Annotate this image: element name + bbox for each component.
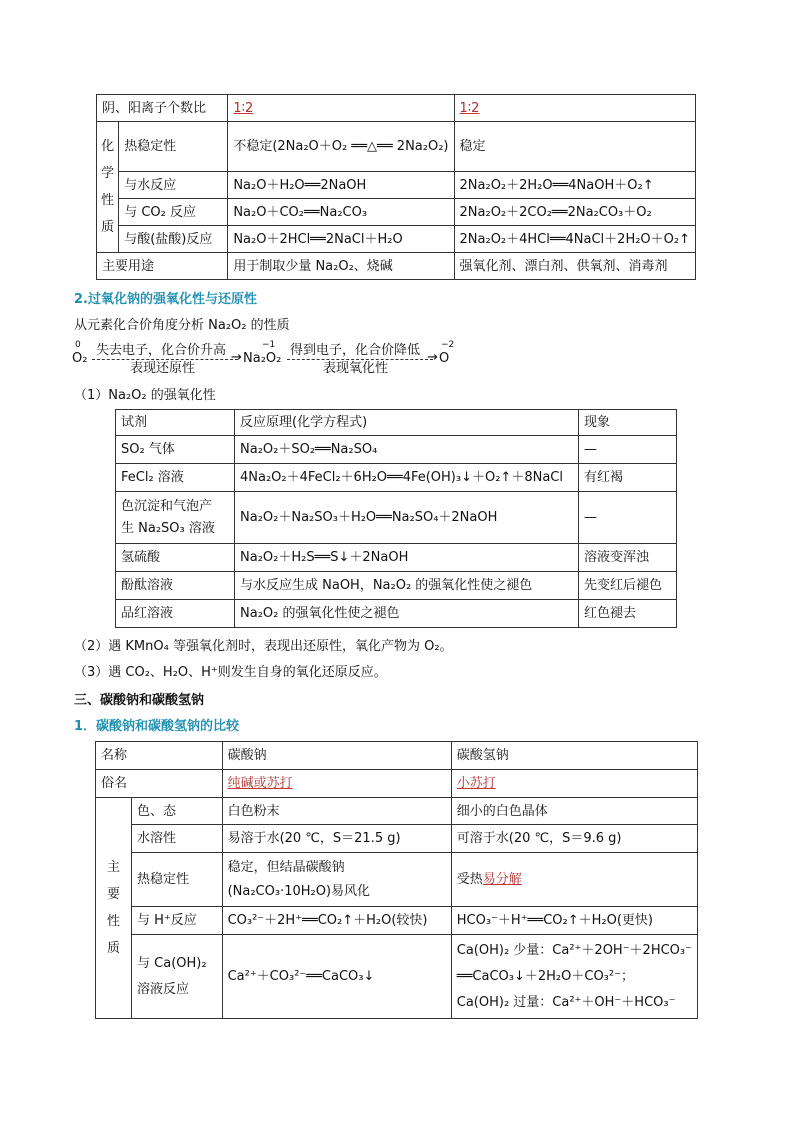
- phenomenon: 先变红后褪色: [579, 572, 677, 600]
- caoh2-nahco3: [451, 935, 697, 1019]
- section3-subheading: 1．碳酸钠和碳酸氢钠的比较: [74, 719, 240, 734]
- color-label: 色、态: [132, 798, 223, 825]
- reaction: Na₂O₂＋SO₂══Na₂SO₄: [235, 436, 579, 464]
- row-na2o: Na₂O＋H₂O══2NaOH: [228, 172, 454, 199]
- reagent-line: 色沉淀和气泡产: [121, 498, 213, 514]
- section2-sub2: （2）遇 KMnO₄ 等强氧化剂时，表现出还原性，氧化产物为 O₂。: [74, 639, 453, 654]
- right-valence: −2: [441, 340, 455, 350]
- caoh2-line: Ca(OH)₂ 过量：Ca²⁺＋OH⁻＋HCO₃⁻: [456, 994, 676, 1010]
- solubility-nahco3: 可溶于水(20 ℃，S＝9.6 g): [451, 825, 697, 853]
- chem-prop-char: 性: [101, 193, 115, 208]
- reagent: 氢硫酸: [116, 544, 235, 572]
- row-label: 与酸(盐酸)反应: [119, 226, 228, 253]
- row-na2o2: 稳定: [454, 122, 695, 172]
- color-nahco3: 细小的白色晶体: [451, 798, 697, 825]
- row-label: 热稳定性: [119, 122, 228, 172]
- heat-nahco3: [451, 853, 697, 907]
- main-prop-label: [96, 798, 132, 1019]
- caoh2-na2co3: Ca²⁺＋CO₃²⁻══CaCO₃↓: [222, 935, 451, 1019]
- row-na2o2: 2Na₂O₂＋2H₂O══4NaOH＋O₂↑: [454, 172, 695, 199]
- reagent: SO₂ 气体: [116, 436, 235, 464]
- heat-line: (Na₂CO₃·10H₂O)易风化: [227, 883, 371, 899]
- na2co3-header: 碳酸钠: [222, 742, 451, 770]
- phenomenon: 溶液变浑浊: [579, 544, 677, 572]
- caoh2-line: Ca(OH)₂ 少量：Ca²⁺＋2OH⁻＋2HCO₃⁻: [456, 942, 692, 958]
- main-prop-char: 性: [107, 914, 121, 929]
- arrow-right-bottom: 表现氧化性: [323, 361, 389, 376]
- section3-heading: 三、碳酸钠和碳酸氢钠: [74, 693, 205, 708]
- caoh2-label-line: 溶液反应: [137, 981, 190, 997]
- reagent: 酚酞溶液: [116, 572, 235, 600]
- phenomenon: 有红褐: [579, 464, 677, 492]
- reagent: 品红溶液: [116, 600, 235, 628]
- heat-label: 热稳定性: [132, 853, 223, 907]
- color-na2co3: 白色粉末: [222, 798, 451, 825]
- caoh2-line: ══CaCO₃↓＋2H₂O＋CO₃²⁻；: [456, 968, 634, 984]
- acid-nahco3: HCO₃⁻＋H⁺══CO₂↑＋H₂O(更快): [451, 907, 697, 935]
- arrow-right-top: 得到电子，化合价降低: [290, 343, 421, 358]
- row-na2o: 不稳定(2Na₂O＋O₂ ══△══ 2Na₂O₂): [228, 122, 454, 172]
- row-na2o: Na₂O＋CO₂══Na₂CO₃: [228, 199, 454, 226]
- col-header-phenomenon: 现象: [579, 410, 677, 436]
- ion-ratio-na2o2: 1∶2: [454, 95, 695, 122]
- col-header-reagent: 试剂: [116, 410, 235, 436]
- arrow-right-head: →: [427, 350, 438, 365]
- reaction: Na₂O₂ 的强氧化性使之褪色: [235, 600, 579, 628]
- reagent-line: 生 Na₂SO₃ 溶液: [121, 520, 215, 536]
- caoh2-label: [132, 935, 223, 1019]
- reagent: FeCl₂ 溶液: [116, 464, 235, 492]
- left-species: O₂: [72, 351, 88, 366]
- arrow-left-head: →: [231, 350, 242, 365]
- heat-prefix: 受热: [456, 872, 483, 887]
- arrow-left-top: 失去电子，化合价升高: [96, 343, 227, 358]
- reaction: 与水反应生成 NaOH，Na₂O₂ 的强氧化性使之褪色: [235, 572, 579, 600]
- nahco3-header: 碳酸氢钠: [451, 742, 697, 770]
- common-na2co3: 纯碱或苏打: [222, 770, 451, 798]
- heat-na2co3: [222, 853, 451, 907]
- chem-prop-label: [97, 122, 119, 253]
- heat-line: 稳定，但结晶碳酸钠: [227, 859, 345, 875]
- section2-sub1: （1）Na₂O₂ 的强氧化性: [74, 388, 216, 403]
- common-name-label: 俗名: [96, 770, 223, 798]
- common-nahco3: 小苏打: [451, 770, 697, 798]
- solubility-label: 水溶性: [132, 825, 223, 853]
- main-prop-char: 主: [107, 860, 121, 875]
- section2-sub3: （3）遇 CO₂、H₂O、H⁺则发生自身的氧化还原反应。: [74, 665, 387, 680]
- mid-species: Na₂O₂: [243, 351, 282, 366]
- caoh2-label-line: 与 Ca(OH)₂: [137, 955, 207, 971]
- phenomenon: —: [579, 492, 677, 544]
- phenomenon: —: [579, 436, 677, 464]
- main-prop-char: 要: [107, 887, 121, 902]
- solubility-na2co3: 易溶于水(20 ℃，S＝21.5 g): [222, 825, 451, 853]
- use-na2o2: 强氧化剂、漂白剂、供氧剂、消毒剂: [454, 253, 695, 280]
- arrow-left-bottom: 表现还原性: [130, 361, 196, 376]
- left-valence: 0: [75, 340, 81, 350]
- row-label: 与水反应: [119, 172, 228, 199]
- chem-prop-char: 质: [101, 220, 115, 235]
- oxidation-table: [115, 409, 677, 628]
- row-na2o: Na₂O＋2HCl══2NaCl＋H₂O: [228, 226, 454, 253]
- row-na2o2: 2Na₂O₂＋2CO₂══2Na₂CO₃＋O₂: [454, 199, 695, 226]
- phenomenon: 红色褪去: [579, 600, 677, 628]
- section2-heading: 2.过氧化钠的强氧化性与还原性: [74, 292, 257, 307]
- col-header-reaction: 反应原理(化学方程式): [235, 410, 579, 436]
- use-na2o: 用于制取少量 Na₂O₂、烧碱: [228, 253, 454, 280]
- use-label: 主要用途: [97, 253, 228, 280]
- name-label: 名称: [96, 742, 223, 770]
- row-label: 与 CO₂ 反应: [119, 199, 228, 226]
- chem-prop-char: 化: [101, 139, 115, 154]
- reaction: Na₂O₂＋H₂S══S↓＋2NaOH: [235, 544, 579, 572]
- na2o-comparison-table: [96, 94, 696, 280]
- reagent: [116, 492, 235, 544]
- right-species: O: [439, 351, 450, 366]
- carbonate-table: [95, 741, 698, 1019]
- ion-ratio-na2o: 1∶2: [228, 95, 454, 122]
- chem-prop-char: 学: [101, 166, 115, 181]
- reaction: Na₂O₂＋Na₂SO₃＋H₂O══Na₂SO₄＋2NaOH: [235, 492, 579, 544]
- acid-label: 与 H⁺反应: [132, 907, 223, 935]
- reaction: 4Na₂O₂＋4FeCl₂＋6H₂O══4Fe(OH)₃↓＋O₂↑＋8NaCl: [235, 464, 579, 492]
- row-na2o2: 2Na₂O₂＋4HCl══4NaCl＋2H₂O＋O₂↑: [454, 226, 695, 253]
- ion-ratio-label: 阴、阳离子个数比: [97, 95, 228, 122]
- mid-valence: −1: [262, 340, 276, 350]
- main-prop-char: 质: [107, 941, 121, 956]
- heat-highlight: 易分解: [482, 872, 522, 887]
- acid-na2co3: CO₃²⁻＋2H⁺══CO₂↑＋H₂O(较快): [222, 907, 451, 935]
- section2-intro: 从元素化合价角度分析 Na₂O₂ 的性质: [74, 318, 290, 333]
